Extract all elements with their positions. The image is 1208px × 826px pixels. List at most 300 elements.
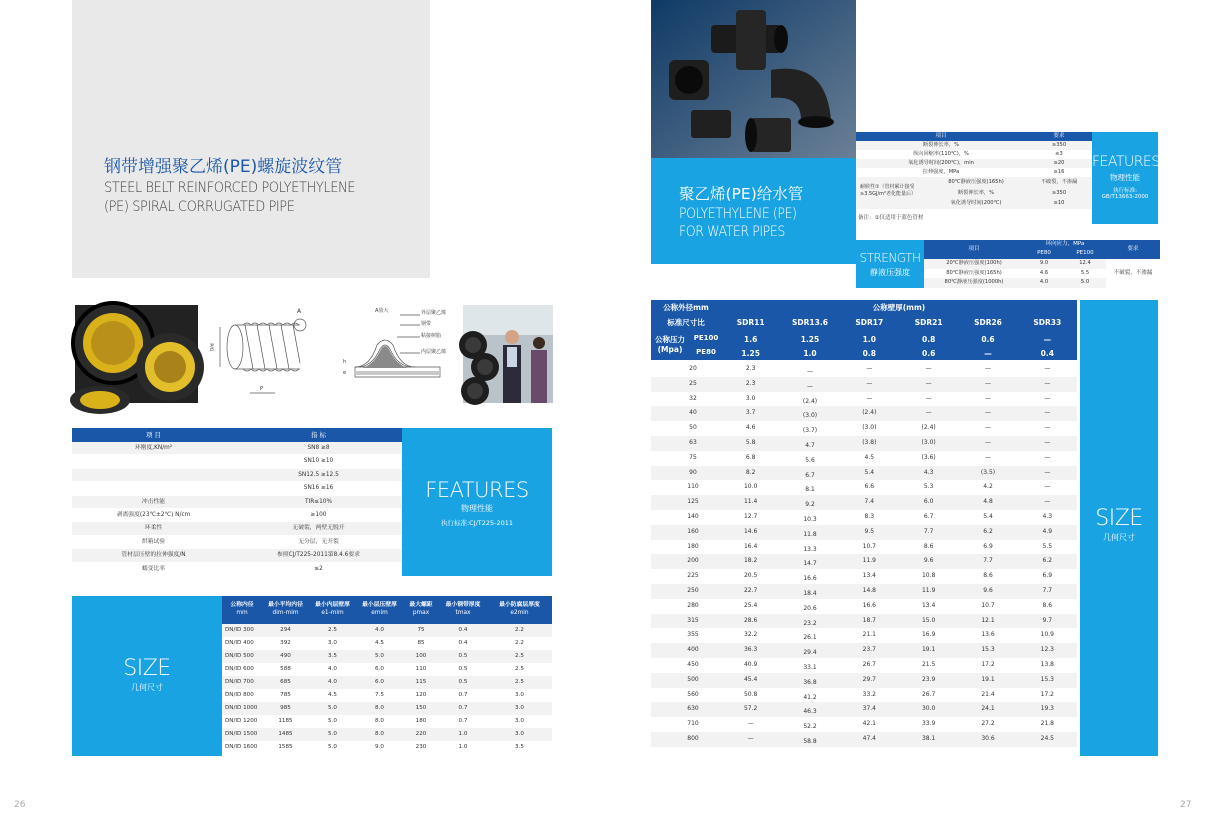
wall-cell: 19.1 xyxy=(921,646,936,654)
weather-item: 断裂伸长率，% xyxy=(957,189,995,196)
wall-row xyxy=(651,658,1077,673)
wall-cell: 8.2 xyxy=(745,468,756,476)
size-th: 最小钢带厚度 xyxy=(445,602,481,608)
size-cell: 9.0 xyxy=(375,744,384,750)
wall-cell: 17.2 xyxy=(981,661,995,668)
pe80-cell: 1.25 xyxy=(741,349,760,358)
size-row xyxy=(222,663,552,676)
pe80-label: PE80 xyxy=(696,348,716,356)
wall-cell: 6.2 xyxy=(1042,557,1053,565)
props-row xyxy=(72,455,402,468)
right-title-en-2: FOR WATER PIPES xyxy=(679,224,785,240)
wall-cell: — xyxy=(984,394,991,402)
wall-cell: 28.6 xyxy=(743,616,758,624)
wall-od: 315 xyxy=(687,616,699,624)
wall-row xyxy=(651,540,1077,555)
size-cell: 4.0 xyxy=(375,627,384,633)
props-item: 环柔性 xyxy=(144,525,163,532)
wall-cell: — xyxy=(984,379,991,387)
size-cell: 0.7 xyxy=(458,718,468,724)
wall-cell: — xyxy=(1044,365,1051,372)
wall-cell: 4.5 xyxy=(864,453,875,461)
props-value: SN10 ≥10 xyxy=(303,458,334,465)
th-item: 项 目 xyxy=(145,431,162,439)
wall-row xyxy=(651,614,1077,629)
size-cell: 3.0 xyxy=(515,692,524,698)
size-cell: 0.7 xyxy=(458,705,468,711)
label-outer-pe: 外层聚乙烯 xyxy=(421,310,447,316)
wall-cell: 18.2 xyxy=(743,557,758,565)
size-cell: 6.0 xyxy=(375,679,384,685)
features-cn-r: 物理性能 xyxy=(1110,173,1140,182)
right-title-cn: 聚乙烯(PE)给水管 xyxy=(679,185,804,203)
sdr-cell: SDR11 xyxy=(736,318,765,327)
hydro-pe100: 5.5 xyxy=(1080,269,1090,276)
wall-od: 50 xyxy=(689,424,697,432)
wall-cell: 26.7 xyxy=(862,661,876,668)
size-tag-right xyxy=(1080,300,1158,756)
weather-row xyxy=(926,177,1092,188)
wall-cell: 4.8 xyxy=(983,498,993,506)
props-item: 烘箱试验 xyxy=(141,538,166,545)
wall-cell: (3.5) xyxy=(980,468,996,476)
wall-cell: — xyxy=(984,439,991,446)
size-cell: 1.0 xyxy=(458,731,468,737)
props-row xyxy=(72,442,402,455)
size-cell: DN/ID 1000 xyxy=(225,705,258,711)
wall-row xyxy=(651,717,1077,732)
wall-cell: 25.4 xyxy=(743,601,758,609)
wall-cell: 4.2 xyxy=(983,483,993,491)
left-props-table xyxy=(72,428,402,576)
weather-row xyxy=(926,198,1092,209)
hydro-th-stress: 环向应力，MPa xyxy=(1045,241,1085,247)
wall-cell: 18.4 xyxy=(803,590,817,597)
size-cell: 3.0 xyxy=(515,705,524,711)
wall-cell: — xyxy=(1044,379,1051,387)
size-cell: 2.2 xyxy=(515,627,524,633)
wall-cell: 7.7 xyxy=(1042,587,1053,594)
wall-cell: 32.2 xyxy=(743,631,758,639)
size-cell: 120 xyxy=(415,692,427,698)
pe-fittings-photo xyxy=(651,0,856,158)
pe80-cell: 0.8 xyxy=(862,349,876,358)
wall-cell: — xyxy=(1044,424,1051,432)
wall-od: 225 xyxy=(687,572,699,580)
wall-cell: 45.4 xyxy=(743,675,758,683)
size-th-unit: emim xyxy=(371,610,388,616)
wall-cell: 10.3 xyxy=(803,516,817,523)
props-item: 管材层压壁的拉伸强度/N xyxy=(121,552,186,559)
wall-cell: 12.7 xyxy=(743,513,758,520)
pe100-cell: 1.0 xyxy=(862,335,876,344)
size-cell: 685 xyxy=(280,679,291,685)
wall-cell: 6.9 xyxy=(1042,572,1053,580)
wall-od: 110 xyxy=(687,483,699,491)
phys-row xyxy=(856,159,1092,168)
size-cell: 5.0 xyxy=(375,653,384,659)
label-p: P xyxy=(260,386,264,392)
wall-cell: 9.5 xyxy=(864,527,875,535)
wall-cell: 11.4 xyxy=(743,498,758,506)
wall-cell: 9.6 xyxy=(983,587,993,594)
wall-cell: 15.3 xyxy=(981,646,995,654)
wall-cell: (3.0) xyxy=(862,424,877,432)
size-cell: 392 xyxy=(280,640,291,646)
wall-row xyxy=(651,406,1077,421)
size-cell: 0.5 xyxy=(458,679,468,685)
wall-cell: 36.3 xyxy=(743,646,758,654)
props-row xyxy=(72,563,402,576)
size-cell: 6.0 xyxy=(375,666,384,672)
wall-cell: 8.1 xyxy=(805,486,815,494)
wall-row xyxy=(651,643,1077,658)
hydro-row xyxy=(924,269,1106,279)
strength-big: STRENGTH xyxy=(859,251,921,265)
wall-cell: 42.1 xyxy=(862,720,876,728)
hydro-th-item: 项目 xyxy=(968,246,980,252)
wall-od: 160 xyxy=(687,527,699,535)
size-cell: 2.5 xyxy=(515,679,524,685)
wall-cell: 10.7 xyxy=(981,601,995,609)
wall-od: 450 xyxy=(687,661,699,668)
wall-cell: (3.0) xyxy=(802,412,818,420)
size-cn: 几何尺寸 xyxy=(131,683,163,692)
sdr-cell: SDR17 xyxy=(855,318,884,327)
wall-cell: 30.0 xyxy=(921,705,936,713)
wall-cell: 8.6 xyxy=(1042,601,1053,609)
wall-cell: 13.4 xyxy=(862,572,876,580)
size-cell: 8.0 xyxy=(375,731,384,737)
wall-cell: — xyxy=(1044,439,1051,446)
size-cell: 4.0 xyxy=(328,666,337,672)
wall-cell: 10.7 xyxy=(862,542,876,550)
size-cell: 115 xyxy=(415,679,427,685)
wall-cell: 16.6 xyxy=(803,575,817,583)
pe80-cell: 1.0 xyxy=(803,349,817,358)
left-size-table xyxy=(222,596,552,756)
wall-cell: 15.3 xyxy=(1040,675,1054,683)
size-cell: 985 xyxy=(280,705,291,711)
wall-row xyxy=(651,451,1077,466)
hydro-table xyxy=(924,240,1160,288)
size-th: 最小防腐层厚度 xyxy=(499,602,540,608)
size-cell: DN/ID 500 xyxy=(225,653,254,659)
pe100-cell: 0.6 xyxy=(981,335,995,344)
wall-cell: — xyxy=(984,424,991,432)
props-item: 蠕变比率 xyxy=(141,565,166,572)
wall-row xyxy=(651,599,1077,614)
wall-od: 180 xyxy=(687,542,699,550)
wall-cell: 19.3 xyxy=(1040,705,1054,713)
size-row xyxy=(222,741,552,754)
size-row xyxy=(222,728,552,741)
wall-cell: — xyxy=(925,365,932,372)
wall-th-sdr: 标准尺寸比 xyxy=(667,318,705,327)
wall-od: 355 xyxy=(687,631,699,639)
wall-cell: 4.9 xyxy=(1042,527,1053,535)
props-value: SN16 ≥16 xyxy=(303,485,334,492)
features-std: 执行标准:CJ/T225-2011 xyxy=(440,519,514,527)
wall-cell: 19.1 xyxy=(981,675,995,683)
size-cell: DN/ID 1500 xyxy=(225,731,258,737)
wall-cell: — xyxy=(925,394,932,402)
label-a-zoom: A放大 xyxy=(375,308,389,314)
right-phys-table xyxy=(856,132,1092,224)
page-number-right: 27 xyxy=(1180,800,1192,810)
wall-cell: 6.8 xyxy=(745,453,756,461)
size-cell: 110 xyxy=(415,666,427,672)
wall-row xyxy=(651,702,1077,717)
wall-cell: 4.3 xyxy=(923,468,934,476)
hydro-th-req: 要求 xyxy=(1127,246,1139,252)
props-row xyxy=(72,522,402,535)
wall-cell: — xyxy=(866,365,873,372)
wall-od: 40 xyxy=(689,409,697,417)
size-cell: DN/ID 600 xyxy=(225,666,254,672)
props-row xyxy=(72,496,402,509)
wall-cell: 6.7 xyxy=(805,471,815,479)
features-tag-right xyxy=(1092,132,1158,224)
phys-item: 氧化诱导时间(200℃)，min xyxy=(908,160,974,166)
label-inner-pe: 内层聚乙烯 xyxy=(421,349,447,355)
size-cell: 2.5 xyxy=(328,627,337,633)
props-item: 冲击性能 xyxy=(141,498,166,505)
wall-cell: — xyxy=(866,394,873,402)
wall-cell: 27.2 xyxy=(981,720,995,728)
wall-cell: (2.4) xyxy=(862,409,877,417)
wall-cell: 11.9 xyxy=(862,557,876,565)
wall-row xyxy=(651,436,1077,451)
title-panel xyxy=(72,0,430,278)
wall-cell: 4.7 xyxy=(805,442,815,449)
wall-cell: 5.4 xyxy=(983,513,993,520)
wall-thickness-table xyxy=(651,300,1077,756)
wall-cell: 17.2 xyxy=(1040,690,1054,698)
size-th: 最大螺距 xyxy=(409,602,433,608)
th-spec: 指 标 xyxy=(310,431,327,439)
size-cell: 2.5 xyxy=(515,653,524,659)
label-e: e xyxy=(343,370,347,376)
right-title-en-1: POLYETHYLENE (PE) xyxy=(679,206,797,222)
hydro-th-pe80: PE80 xyxy=(1037,250,1051,256)
pe100-label: PE100 xyxy=(693,334,719,342)
size-row xyxy=(222,715,552,728)
hydro-th-pe100: PE100 xyxy=(1076,250,1094,256)
phys-th-item: 项目 xyxy=(935,133,947,139)
wall-cell: 11.9 xyxy=(921,587,936,594)
features-big: FEATURES xyxy=(425,478,529,502)
wall-row xyxy=(651,584,1077,599)
pe80-cell: 0.4 xyxy=(1040,349,1054,358)
phys-row xyxy=(856,168,1092,177)
wall-cell: 58.8 xyxy=(803,738,817,745)
size-row xyxy=(222,637,552,650)
wall-cell: — xyxy=(806,382,813,390)
wall-row xyxy=(651,480,1077,495)
wall-cell: 10.0 xyxy=(743,483,758,491)
wall-row xyxy=(651,569,1077,584)
size-cell: 0.4 xyxy=(458,627,468,633)
hydro-pe80: 4.6 xyxy=(1039,269,1049,276)
title-en-2: (PE) SPIRAL CORRUGATED PIPE xyxy=(104,199,295,215)
wall-cell: 29.7 xyxy=(862,675,876,683)
size-th: 最小层压壁厚 xyxy=(362,602,397,608)
size-th-unit: dim-mim xyxy=(272,610,299,616)
wall-od: 250 xyxy=(687,587,699,594)
size-big: SIZE xyxy=(123,656,171,681)
page-number-left: 26 xyxy=(14,800,26,810)
size-cell: 3.0 xyxy=(328,640,337,646)
wall-od: 63 xyxy=(689,439,697,446)
wall-row xyxy=(651,732,1077,747)
hydro-row xyxy=(924,259,1106,269)
wall-th-wall: 公称壁厚(mm) xyxy=(872,303,926,312)
wall-cell: — xyxy=(1044,483,1051,491)
size-cell: 2.5 xyxy=(515,666,524,672)
pe100-cell: 1.25 xyxy=(800,335,820,344)
wall-cell: 21.8 xyxy=(1040,720,1054,728)
size-cell: 150 xyxy=(415,705,427,711)
size-row xyxy=(222,624,552,637)
pe100-cell: 0.8 xyxy=(922,335,936,344)
wall-row xyxy=(651,362,1077,377)
wall-od: 140 xyxy=(687,513,699,520)
sdr-cell: SDR26 xyxy=(974,318,1002,327)
wall-cell: 18.7 xyxy=(862,616,876,624)
wall-cell: 38.1 xyxy=(921,735,936,742)
props-row xyxy=(72,469,402,482)
size-row xyxy=(222,702,552,715)
wall-cell: 21.4 xyxy=(981,690,995,698)
wall-cell: 8.6 xyxy=(923,542,934,550)
features-tag-left xyxy=(402,428,552,576)
wall-cell: 14.6 xyxy=(743,527,758,535)
phys-row xyxy=(856,150,1092,159)
label-steel: 钢带 xyxy=(421,321,432,327)
size-cell: DN/ID 300 xyxy=(225,627,254,633)
size-cell: 2.2 xyxy=(515,640,524,646)
size-cell: 3.0 xyxy=(515,731,524,737)
wall-cell: — xyxy=(984,453,991,461)
wall-cell: 41.2 xyxy=(803,693,817,701)
wall-cell: 9.2 xyxy=(805,501,815,509)
wall-cell: — xyxy=(925,379,932,387)
size-th-unit: pmax xyxy=(412,610,430,616)
wall-cell: (3.7) xyxy=(802,427,818,435)
size-cell: 4.0 xyxy=(328,679,337,685)
wall-cell: 10.9 xyxy=(1040,631,1054,639)
wall-cell: 5.3 xyxy=(923,483,934,491)
wall-cell: 46.3 xyxy=(803,708,817,716)
wall-cell: 4.3 xyxy=(1042,513,1053,520)
wall-od: 280 xyxy=(687,601,699,609)
props-item: 剥离强度(23℃±2℃) N/cm xyxy=(116,512,191,518)
phys-value: ≥20 xyxy=(1053,160,1065,166)
wall-cell: 23.2 xyxy=(803,619,817,627)
size-row xyxy=(222,676,552,689)
wall-row xyxy=(651,673,1077,688)
wall-cell: 3.7 xyxy=(745,409,756,417)
wall-cell: 57.2 xyxy=(743,705,758,713)
size-cell: DN/ID 700 xyxy=(225,679,254,685)
hydro-item: 80℃静液压强度(165h) xyxy=(946,269,1002,276)
size-cell: 230 xyxy=(415,744,427,750)
size-cell: DN/ID 800 xyxy=(225,692,254,698)
props-value: 无破裂，两壁无脱开 xyxy=(292,525,345,532)
site-photo xyxy=(463,305,553,403)
wall-cell: 30.6 xyxy=(981,735,995,742)
wall-cell: (3.0) xyxy=(921,439,936,446)
weather-item: 80℃静液压强度(165h) xyxy=(948,179,1004,185)
size-cell: 5.0 xyxy=(328,705,337,711)
features-std-r2: GB/T13663-2000 xyxy=(1101,194,1149,200)
weather-item: 氧化诱导时间(200℃) xyxy=(950,200,1002,207)
phys-item: 拉伸强度，MPa xyxy=(922,169,960,175)
wall-od: 400 xyxy=(687,646,699,654)
wall-cell: 11.8 xyxy=(803,530,817,538)
label-bond: 粘接树脂 xyxy=(421,333,442,339)
wall-cell: 7.7 xyxy=(923,527,934,535)
phys-row xyxy=(856,141,1092,150)
pe80-cell: — xyxy=(984,349,992,358)
wall-cell: (2.4) xyxy=(921,424,936,432)
pipe-structure-diagram xyxy=(205,305,455,403)
wall-cell: 7.4 xyxy=(864,498,875,506)
size-cell: 1585 xyxy=(278,744,293,750)
size-cell: 1185 xyxy=(278,718,293,724)
wall-cell: — xyxy=(1044,453,1051,461)
props-value: ≥100 xyxy=(310,512,327,518)
wall-od: 710 xyxy=(687,720,699,728)
props-value: ≤2 xyxy=(314,565,323,572)
size-th-unit: mm xyxy=(236,610,248,616)
wall-cell: 50.8 xyxy=(743,690,758,698)
label-h: h xyxy=(343,359,347,365)
wall-row xyxy=(651,688,1077,703)
size-cell: 1.0 xyxy=(458,744,468,750)
wall-cell: 2.3 xyxy=(745,365,756,372)
sdr-cell: SDR13.6 xyxy=(792,318,828,327)
wall-cell: 22.7 xyxy=(743,587,758,594)
size-cell: 5.0 xyxy=(328,744,337,750)
wall-cell: 47.4 xyxy=(862,735,876,742)
wall-cell: 9.7 xyxy=(1042,616,1053,624)
size-cell: 7.5 xyxy=(375,692,384,698)
props-value: 无分层，无开裂 xyxy=(298,538,339,545)
wall-cell: 12.3 xyxy=(1040,646,1054,654)
weather-value: ≥350 xyxy=(1051,189,1067,196)
label-dim: D/d xyxy=(210,343,216,352)
wall-cell: 13.8 xyxy=(1040,661,1054,668)
wall-od: 800 xyxy=(687,735,699,742)
strength-tag xyxy=(856,240,924,288)
wall-od: 200 xyxy=(687,557,699,565)
weather-value: 不破裂，不渗漏 xyxy=(1040,179,1078,185)
size-cell: 85 xyxy=(417,640,425,646)
props-value: SN12.5 ≥12.5 xyxy=(298,471,339,478)
wall-cell: — xyxy=(1044,409,1051,417)
weather-value: ≥10 xyxy=(1053,200,1065,207)
wall-row xyxy=(651,495,1077,510)
wall-cell: — xyxy=(747,720,754,728)
size-th-unit: tmax xyxy=(455,610,471,616)
wall-cell: — xyxy=(925,409,932,417)
wall-cell: — xyxy=(1044,468,1051,476)
size-cell: 490 xyxy=(280,653,291,659)
features-cn: 物理性能 xyxy=(461,504,493,513)
props-row xyxy=(72,509,402,522)
